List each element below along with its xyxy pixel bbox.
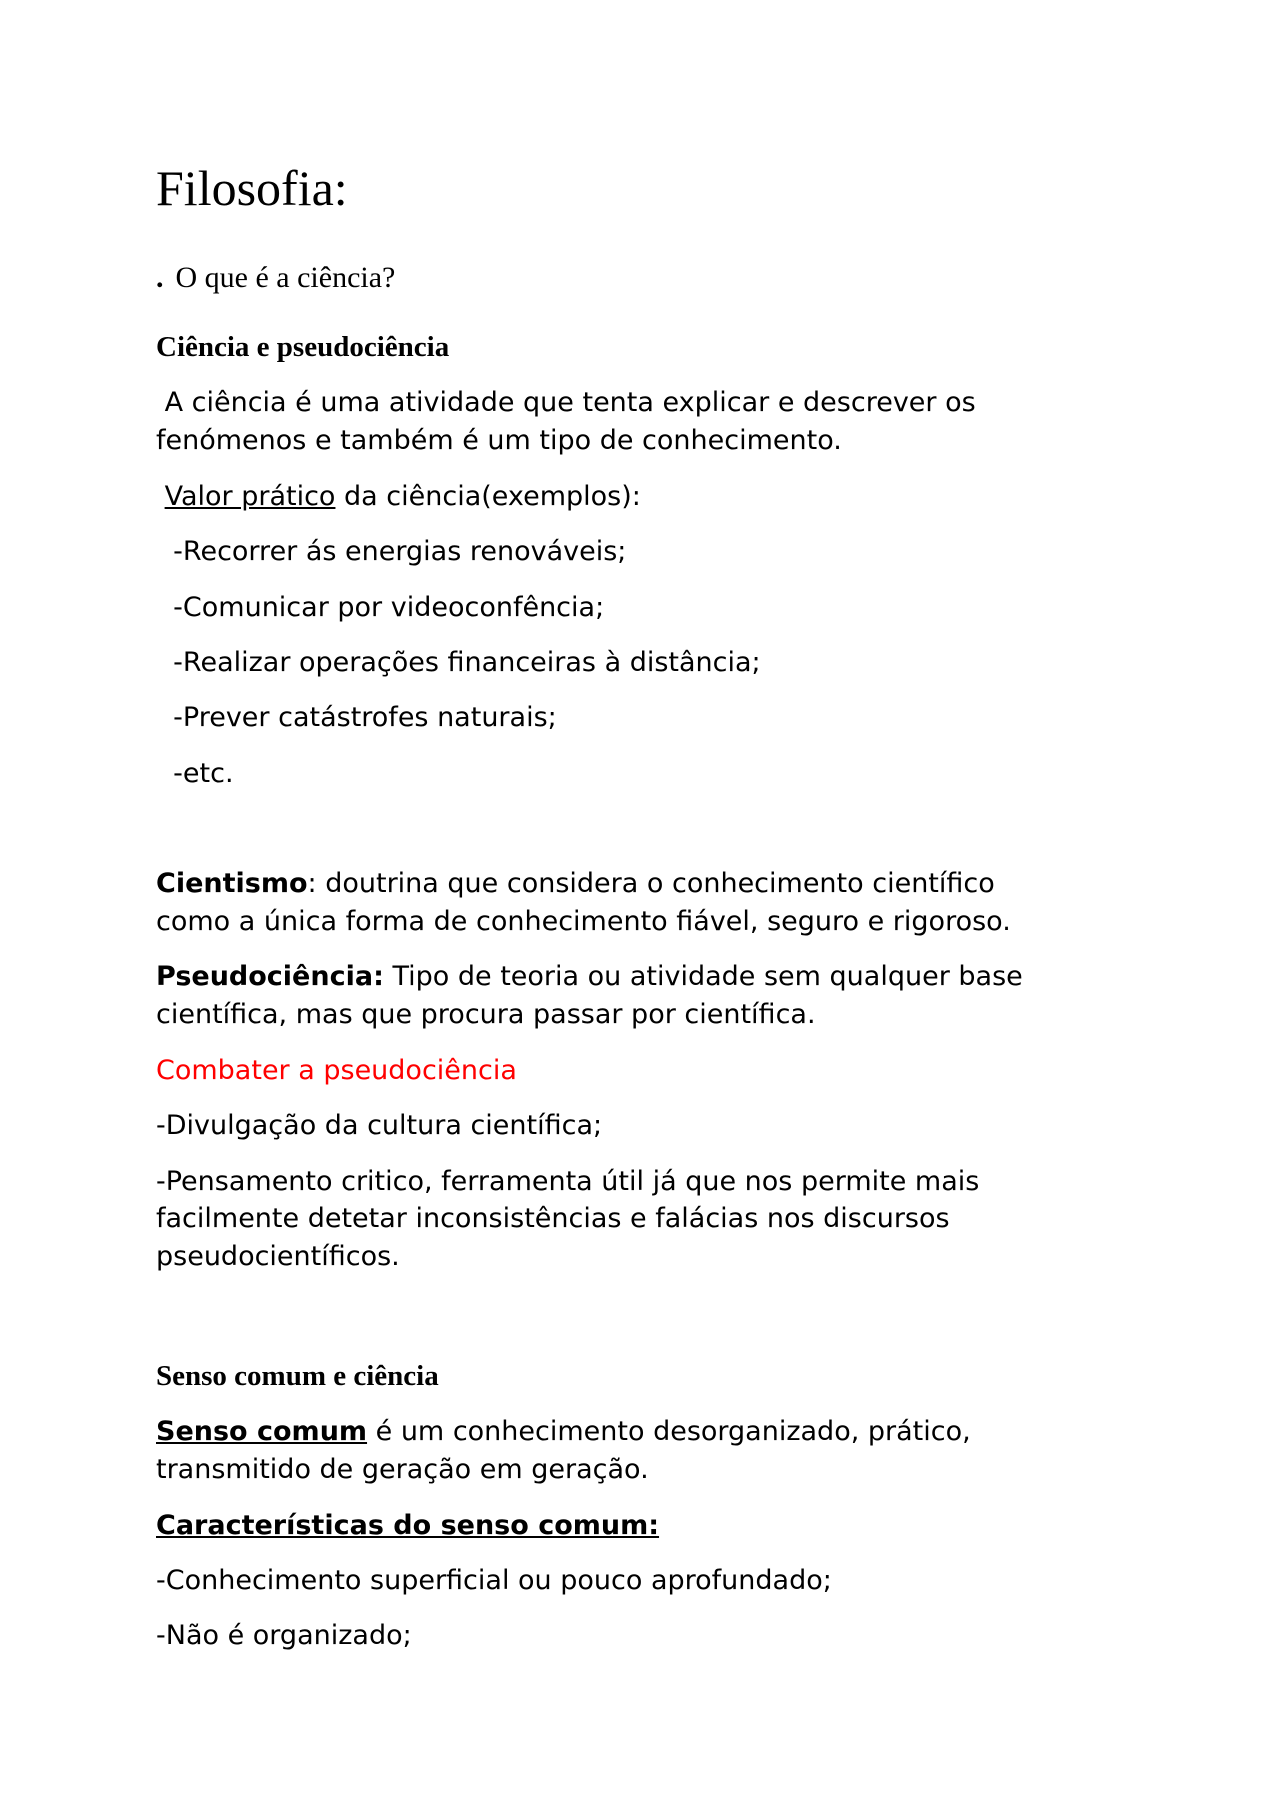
- pseudociencia-line-1: [156, 958, 1023, 996]
- bullet-dot: .: [156, 261, 164, 294]
- cientismo-line-2: como a única forma de conhecimento fiável, seguro e rigoroso.: [156, 906, 1011, 937]
- intro-line-1: A ciência é uma atividade que tenta explicar e descrever os: [156, 387, 976, 418]
- section-heading-ciencia-pseudociencia: Ciência e pseudociência: [156, 331, 450, 363]
- valor-pratico-rest: da ciência(exemplos):: [335, 481, 641, 512]
- combater-item: -Divulgação da cultura científica;: [156, 1110, 603, 1141]
- combater-item-line: pseudocientíficos.: [156, 1241, 400, 1272]
- valor-pratico-line: [156, 478, 641, 516]
- senso-comum-term: Senso comum: [156, 1416, 368, 1447]
- example-item: -Realizar operações financeiras à distância;: [156, 647, 761, 678]
- pseudociencia-definition: Tipo de teoria ou atividade sem qualquer base: [383, 961, 1023, 992]
- cientismo-line-1: [156, 865, 995, 903]
- valor-pratico-term: Valor prático: [164, 481, 336, 512]
- valor-prefix: [156, 481, 165, 512]
- example-item: -Comunicar por videoconfência;: [156, 592, 605, 623]
- combater-heading: Combater a pseudociência: [156, 1055, 517, 1086]
- example-item: -Recorrer ás energias renováveis;: [156, 536, 627, 567]
- section-heading-senso-comum: Senso comum e ciência: [156, 1360, 439, 1392]
- combater-item-line: facilmente detetar inconsistências e falácias nos discursos: [156, 1203, 950, 1234]
- caracteristica-item: -Não é organizado;: [156, 1620, 412, 1651]
- caracteristicas-heading: Características do senso comum:: [156, 1510, 660, 1541]
- example-item: -Prever catástrofes naturais;: [156, 702, 557, 733]
- pseudociencia-term: Pseudociência:: [156, 961, 384, 992]
- caracteristica-item: -Conhecimento superficial ou pouco aprofundado;: [156, 1565, 832, 1596]
- combater-item-line: -Pensamento critico, ferramenta útil já que nos permite mais: [156, 1166, 980, 1197]
- senso-comum-line-2: transmitido de geração em geração.: [156, 1454, 649, 1485]
- pseudociencia-line-2: científica, mas que procura passar por científica.: [156, 999, 816, 1030]
- example-item: -etc.: [156, 758, 234, 789]
- senso-comum-line-1: [156, 1413, 971, 1451]
- bullet-question-text: O que é a ciência?: [175, 261, 396, 294]
- bullet-question: [156, 258, 395, 298]
- intro-line-2: fenómenos e também é um tipo de conhecimento.: [156, 425, 842, 456]
- senso-comum-definition: é um conhecimento desorganizado, prático,: [367, 1416, 971, 1447]
- cientismo-definition: : doutrina que considera o conhecimento científico: [307, 868, 995, 899]
- page-title: Filosofia:: [156, 160, 348, 216]
- cientismo-term: Cientismo: [156, 868, 308, 899]
